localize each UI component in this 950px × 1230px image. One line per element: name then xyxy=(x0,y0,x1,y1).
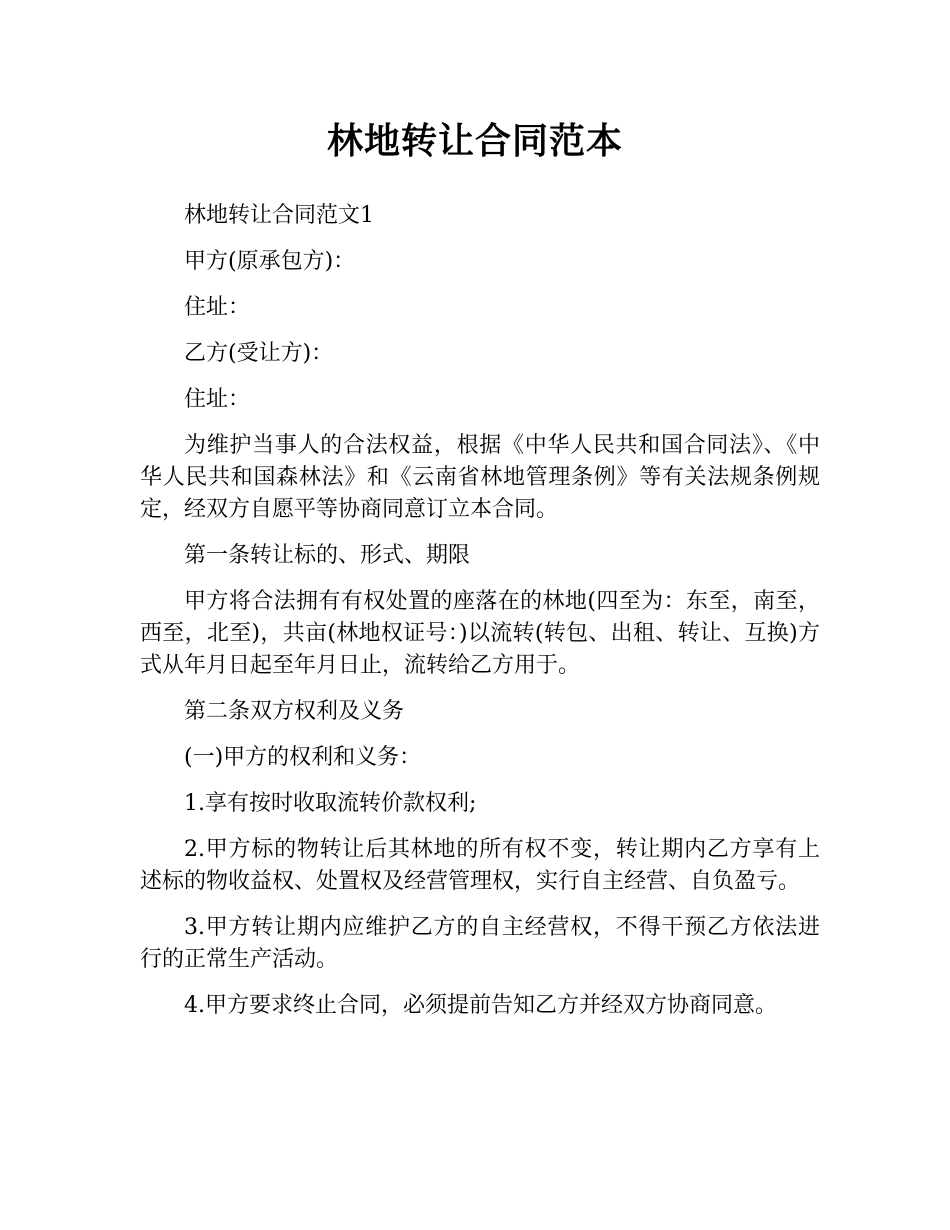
party-a-address: 住址： xyxy=(184,295,251,320)
preamble-paragraph: 为维护当事人的合法权益，根据《中华人民共和国合同法》、《中华人民共和国森林法》和《云南省林地管理条例》等有关法规条例规定，经双方自愿平等协商同意订立本合同。 xyxy=(140,433,820,522)
clause-3: 3.甲方转让期内应维护乙方的自主经营权，不得干预乙方依法进行的正常生产活动。 xyxy=(140,915,820,972)
party-a-label: 甲方(原承包方)： xyxy=(184,249,356,274)
clause-4: 4.甲方要求终止合同，必须提前告知乙方并经双方协商同意。 xyxy=(184,993,777,1018)
party-b-address: 住址： xyxy=(184,387,251,412)
clause-1: 1.享有按时收取流转价款权利; xyxy=(184,791,477,816)
document-body xyxy=(140,200,820,1036)
article-2-heading: 第二条双方权利及义务 xyxy=(184,699,405,724)
page-title: 林地转让合同范本 xyxy=(326,121,623,162)
party-a-rights-heading: (一)甲方的权利和义务： xyxy=(184,745,422,770)
clause-2: 2.甲方标的物转让后其林地的所有权不变，转让期内乙方享有上述标的物收益权、处置权及经营管理权，实行自主经营、自负盈亏。 xyxy=(140,837,820,894)
article-1-body: 甲方将合法拥有有权处置的座落在的林地(四至为：东至，南至，西至，北至)，共亩(林地权证号：)以流转(转包、出租、转让、互换)方式从年月日起至年月日止，流转给乙方用于。 xyxy=(140,589,820,678)
contract-subtitle: 林地转让合同范文1 xyxy=(184,203,374,228)
article-1-heading: 第一条转让标的、形式、期限 xyxy=(184,543,471,568)
party-b-label: 乙方(受让方)： xyxy=(184,341,334,366)
